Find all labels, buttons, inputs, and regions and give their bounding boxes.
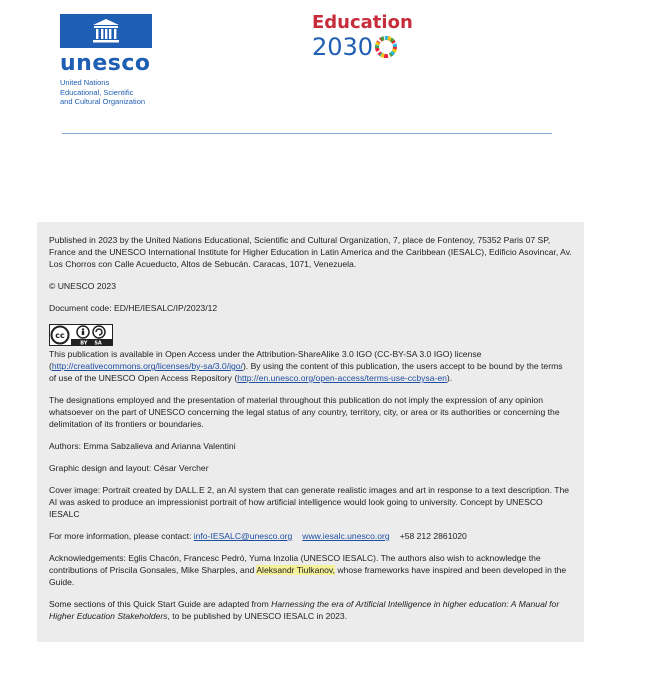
contact-phone: +58 212 2861020: [399, 531, 467, 541]
education-2030-logo: [312, 13, 413, 60]
unesco-subtitle-line: and Cultural Organization: [60, 97, 146, 106]
sdg-wheel-icon: [375, 36, 397, 58]
unesco-logo: [60, 14, 180, 107]
contact-email-link[interactable]: info-IESALC@unesco.org: [193, 531, 293, 541]
design-credit: Graphic design and layout: César Vercher: [49, 463, 209, 473]
cc-badge-terms: BY SA: [80, 340, 102, 346]
oa-text: ). By using the content of this publication, the users accept to be bound by the terms of use of the UNESCO Open Access Repository (: [49, 361, 563, 383]
unesco-subtitle-line: Educational, Scientific: [60, 87, 134, 97]
unesco-subtitle: [60, 78, 180, 107]
unesco-temple-emblem: [60, 14, 152, 48]
ack-text: Acknowledgements: Eglis Chacón, Francesc Pedró, Yuma Inzolia (UNESCO IESALC). The authors also wish to acknowledge the contributions of Priscila Gonsales, Mike Sharples, and: [49, 553, 541, 575]
copyright-line: © UNESCO 2023: [49, 281, 116, 291]
ack-text: whose frameworks have inspired and been developed in the Guide.: [49, 565, 567, 587]
cc-by-sa-license-badge: [49, 324, 113, 346]
temple-icon: [91, 18, 121, 44]
authors-line: Authors: Emma Sabzalieva and Arianna Valentini: [49, 441, 236, 451]
header-divider: [62, 133, 552, 134]
oa-text: ).: [446, 373, 453, 383]
document-code: Document code: ED/HE/IESALC/IP/2023/12: [49, 303, 218, 313]
acknowledgements: [49, 552, 572, 588]
source-title: Harnessing the era of Artificial Intelligence in higher education: A Manual for Higher Education Stakeholders: [49, 599, 560, 621]
open-access-statement: [49, 348, 572, 384]
oa-text: This publication is available in Open Access under the Attribution-ShareAlike 3.0 IGO (CC-BY-SA 3.0 IGO) license (: [49, 349, 482, 371]
cc-badge-label: cc: [55, 331, 65, 340]
website-link[interactable]: www.iesalc.unesco.org: [302, 531, 390, 541]
contact-label: For more information, please contact:: [49, 531, 194, 541]
highlighted-name: Aleksandr Tiulkanov,: [256, 565, 335, 575]
contact-line: [49, 530, 572, 542]
adapted-text: , to be published by UNESCO IESALC in 2023.: [167, 611, 348, 621]
education-wordmark: Education: [312, 12, 413, 33]
unesco-wordmark: unesco: [60, 51, 151, 76]
adaptation-note: [49, 598, 572, 622]
creativecommons-link[interactable]: http://creativecommons.org/licenses/by-sa/3.0/igo/: [51, 361, 243, 371]
publication-statement: Published in 2023 by the United Nations Educational, Scientific and Cultural Organization, 7, place de Fontenoy, 75352 Paris 07 SP, France and the UNESCO International Institute for Higher Education in Latin America and the Caribbean (IESALC), Edificio Asovincar, Av. Los Chorros con Calle Acueducto, Altos de Sebucán. Caracas, 1071, Venezuela.: [49, 235, 572, 269]
unesco-open-access-terms-link[interactable]: http://en.unesco.org/open-access/terms-use-ccbysa-en: [237, 373, 447, 383]
cover-image-credit: Cover image: Portrait created by DALL.E 2, an AI system that can generate realistic images and art in response to a text description. The AI was asked to produce an impressionist portrait of how artificial intelligence would look going to university. Concept by UNESCO IESALC: [49, 485, 570, 519]
education-year: 2030: [312, 33, 374, 61]
imprint-box: [37, 222, 584, 642]
adapted-text: Some sections of this Quick Start Guide are adapted from: [49, 599, 272, 609]
designations-disclaimer: The designations employed and the presentation of material throughout this publication do not imply the expression of any opinion whatsoever on the part of UNESCO concerning the legal status of any country, territory, city, or area or its authorities or concerning the delimitation of its frontiers or boundaries.: [49, 395, 560, 429]
unesco-subtitle-line: United Nations: [60, 78, 110, 87]
